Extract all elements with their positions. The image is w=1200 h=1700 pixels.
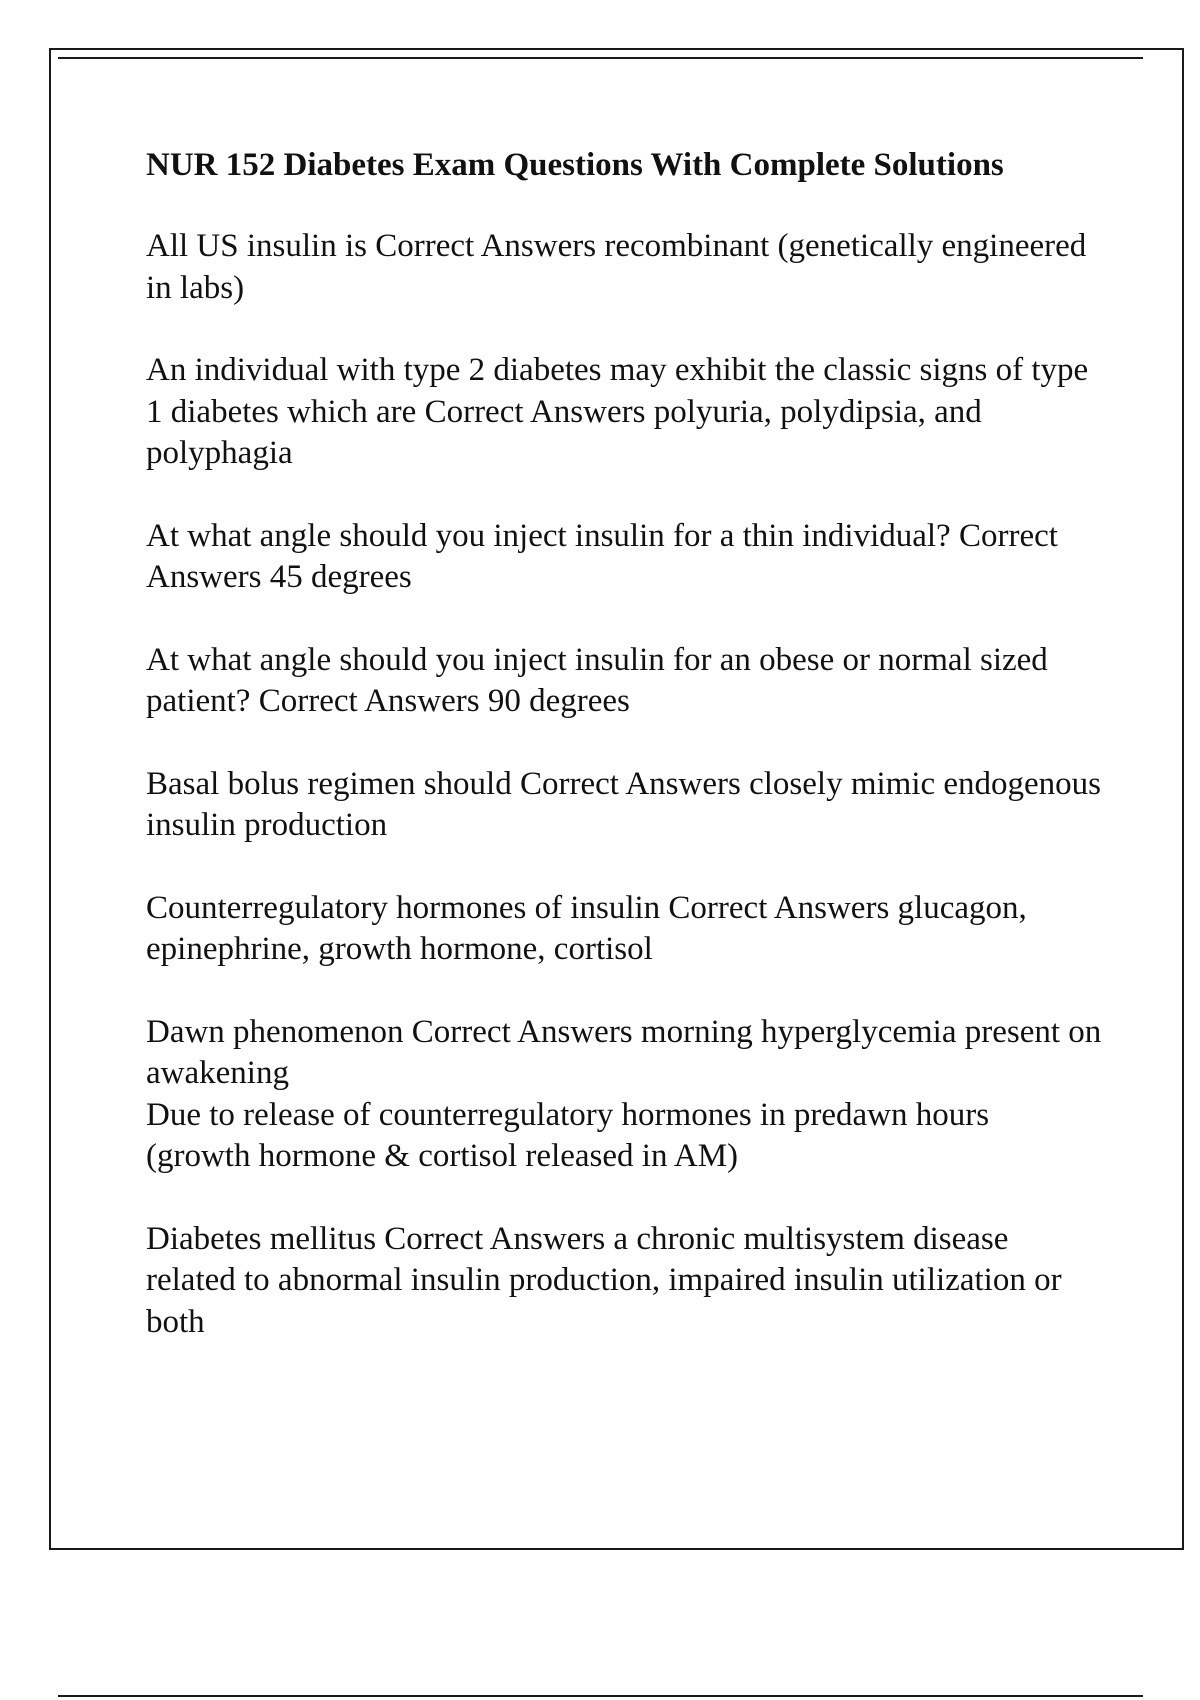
answer-text: closely mimic endogenous insulin production xyxy=(146,765,1110,843)
answer-tag: Correct Answers xyxy=(519,765,741,802)
question-text: Diabetes mellitus xyxy=(146,1220,377,1257)
qa-item-8 xyxy=(146,1219,1106,1344)
document-body xyxy=(146,144,1110,1384)
qa-item-5 xyxy=(146,764,1110,847)
qa-item-1 xyxy=(146,226,1106,309)
answer-extra-line: (growth hormone & cortisol released in AM) xyxy=(146,1138,739,1174)
qa-item-7 xyxy=(146,1012,1110,1178)
answer-tag: Correct Answers xyxy=(411,1013,633,1050)
question-text: All US insulin is xyxy=(146,228,367,264)
answer-text: morning hyperglycemia present on awakening xyxy=(146,1013,1110,1091)
question-text: An individual with type 2 diabetes may exhibit the classic signs of type 1 diabetes which are xyxy=(146,352,1097,430)
top-divider xyxy=(58,57,1143,59)
bottom-divider xyxy=(58,1695,1143,1697)
answer-text: polyuria, polydipsia, and polyphagia xyxy=(146,393,991,471)
question-text: Counterregulatory hormones of insulin xyxy=(146,889,661,926)
answer-text: glucagon, epinephrine, growth hormone, cortisol xyxy=(146,889,1036,967)
answer-extra-line: Due to release of counterregulatory hormones in predawn hours xyxy=(146,1096,990,1133)
qa-item-4 xyxy=(146,640,1106,723)
question-text: At what angle should you inject insulin for an obese or normal sized patient? xyxy=(146,641,1057,719)
answer-text: a chronic multisystem disease related to abnormal insulin production, impaired insulin utilization or both xyxy=(146,1220,1070,1340)
answer-text: 45 degrees xyxy=(269,559,412,595)
answer-tag: Correct Answers xyxy=(375,228,597,264)
qa-item-2 xyxy=(146,350,1106,475)
answer-tag: Correct Answers xyxy=(668,889,890,926)
question-text: Basal bolus regimen should xyxy=(146,765,512,802)
answer-text: 90 degrees xyxy=(487,683,630,719)
answer-tag: Correct Answers xyxy=(258,683,480,719)
question-text: Dawn phenomenon xyxy=(146,1013,404,1050)
qa-item-3 xyxy=(146,516,1106,599)
document-title: NUR 152 Diabetes Exam Questions With Complete Solutions xyxy=(146,147,1004,183)
answer-tag: Correct Answers xyxy=(384,1220,606,1257)
qa-item-6 xyxy=(146,888,1106,971)
answer-tag: Correct Answers xyxy=(146,517,1065,595)
question-text: At what angle should you inject insulin for a thin individual? xyxy=(146,517,951,554)
answer-tag: Correct Answers xyxy=(424,393,646,430)
answer-text: recombinant (genetically engineered in labs) xyxy=(146,228,1095,306)
